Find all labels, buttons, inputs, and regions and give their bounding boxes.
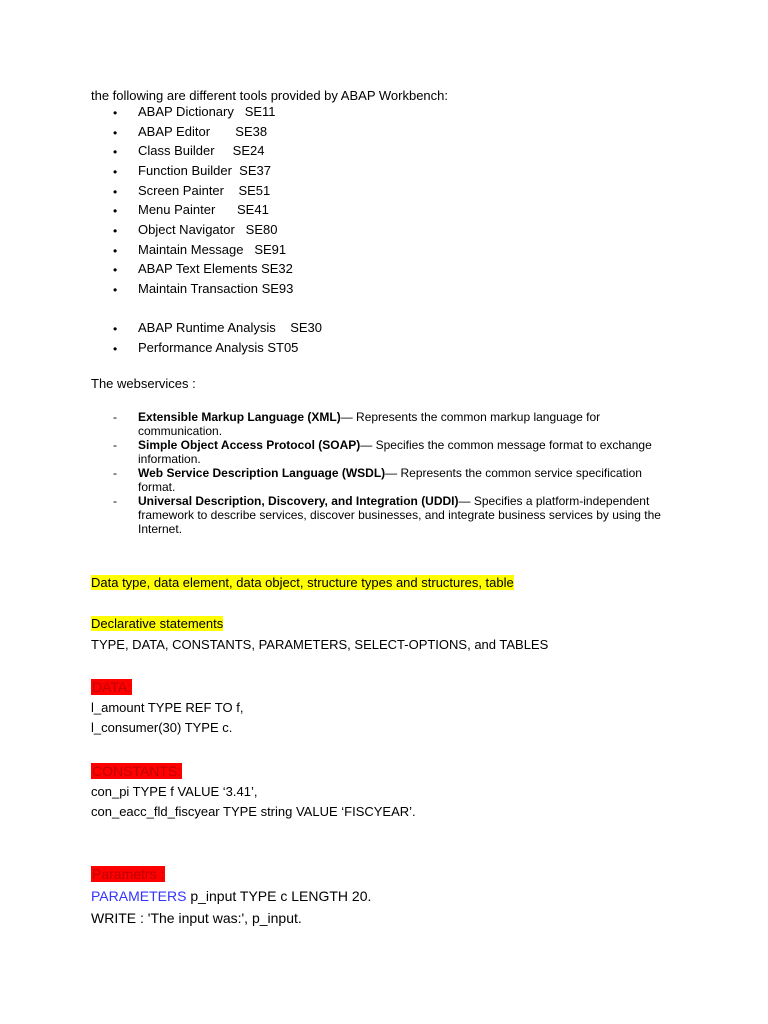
tool-label: Object Navigator SE80 [138, 222, 278, 237]
webservice-term: Extensible Markup Language (XML) [138, 410, 341, 424]
webservice-entry [138, 438, 668, 466]
code-line: l_consumer(30) TYPE c. [91, 720, 233, 735]
dash-marker: - [113, 494, 117, 508]
code-line: l_amount TYPE REF TO f, [91, 700, 244, 715]
constants-heading [91, 762, 182, 780]
bullet-icon: • [113, 224, 118, 238]
webservice-term: Simple Object Access Protocol (SOAP) [138, 438, 361, 452]
declarative-heading [91, 616, 223, 632]
tool-label: ABAP Dictionary SE11 [138, 104, 276, 119]
dash-marker: - [113, 438, 117, 452]
webservice-desc: — Represents the common service specification format. [138, 466, 642, 494]
code-line: con_pi TYPE f VALUE ‘3.41’, [91, 784, 258, 799]
list-item [113, 438, 673, 466]
tool-label: Maintain Transaction SE93 [138, 281, 294, 296]
webservices-heading: The webservices : [91, 376, 196, 391]
bullet-icon: • [113, 145, 118, 159]
bullet-icon: • [113, 165, 118, 179]
tool-label: Menu Painter SE41 [138, 202, 269, 217]
webservice-desc: — Represents the common markup language for communication. [138, 410, 601, 438]
highlighted-text: Parametrs : [92, 866, 165, 882]
keyword: PARAMETERS [91, 888, 187, 904]
highlighted-text: DATA: [92, 679, 132, 695]
code-text: p_input TYPE c LENGTH 20. [186, 888, 372, 904]
tool-label: Performance Analysis ST05 [138, 340, 299, 355]
bullet-icon: • [113, 204, 118, 218]
tool-label: ABAP Runtime Analysis SE30 [138, 320, 323, 335]
list-item [113, 410, 673, 438]
list-item [113, 466, 673, 494]
code-line [91, 887, 371, 905]
data-heading [91, 678, 132, 696]
data-types-heading [91, 575, 514, 591]
tool-label: ABAP Text Elements SE32 [138, 261, 293, 276]
highlighted-text: Declarative statements [91, 616, 224, 631]
webservice-desc: — Specifies a platform-independent framework to describe services, discover businesses, and integrate business services by using the Internet. [138, 494, 661, 536]
bullet-icon: • [113, 244, 118, 258]
webservice-entry [138, 466, 668, 494]
bullet-icon: • [113, 322, 118, 336]
tool-label: Screen Painter SE51 [138, 183, 271, 198]
tool-label: Function Builder SE37 [138, 163, 271, 178]
dash-marker: - [113, 410, 117, 424]
tool-label: ABAP Editor SE38 [138, 124, 268, 139]
list-item [113, 494, 673, 536]
bullet-icon: • [113, 126, 118, 140]
highlighted-text: CONSTANTS: [92, 763, 182, 779]
intro-text: the following are different tools provided by ABAP Workbench: [91, 88, 448, 103]
webservice-entry [138, 410, 668, 438]
tool-label: Maintain Message SE91 [138, 242, 287, 257]
declarative-list: TYPE, DATA, CONSTANTS, PARAMETERS, SELECT-OPTIONS, and TABLES [91, 637, 549, 652]
webservice-term: Universal Description, Discovery, and Integration (UDDI) [138, 494, 459, 508]
bullet-icon: • [113, 283, 118, 297]
bullet-icon: • [113, 106, 118, 120]
bullet-icon: • [113, 263, 118, 277]
webservice-entry [138, 494, 668, 536]
code-line: WRITE : 'The input was:', p_input. [91, 910, 302, 926]
webservice-term: Web Service Description Language (WSDL) [138, 466, 386, 480]
highlighted-text: Data type, data element, data object, structure types and structures, table [91, 575, 514, 590]
dash-marker: - [113, 466, 117, 480]
bullet-icon: • [113, 342, 118, 356]
parameters-heading [91, 865, 165, 883]
code-line: con_eacc_fld_fiscyear TYPE string VALUE ‘FISCYEAR’. [91, 804, 416, 819]
webservice-desc: — Specifies the common message format to exchange information. [138, 438, 652, 466]
tool-label: Class Builder SE24 [138, 143, 265, 158]
bullet-icon: • [113, 185, 118, 199]
